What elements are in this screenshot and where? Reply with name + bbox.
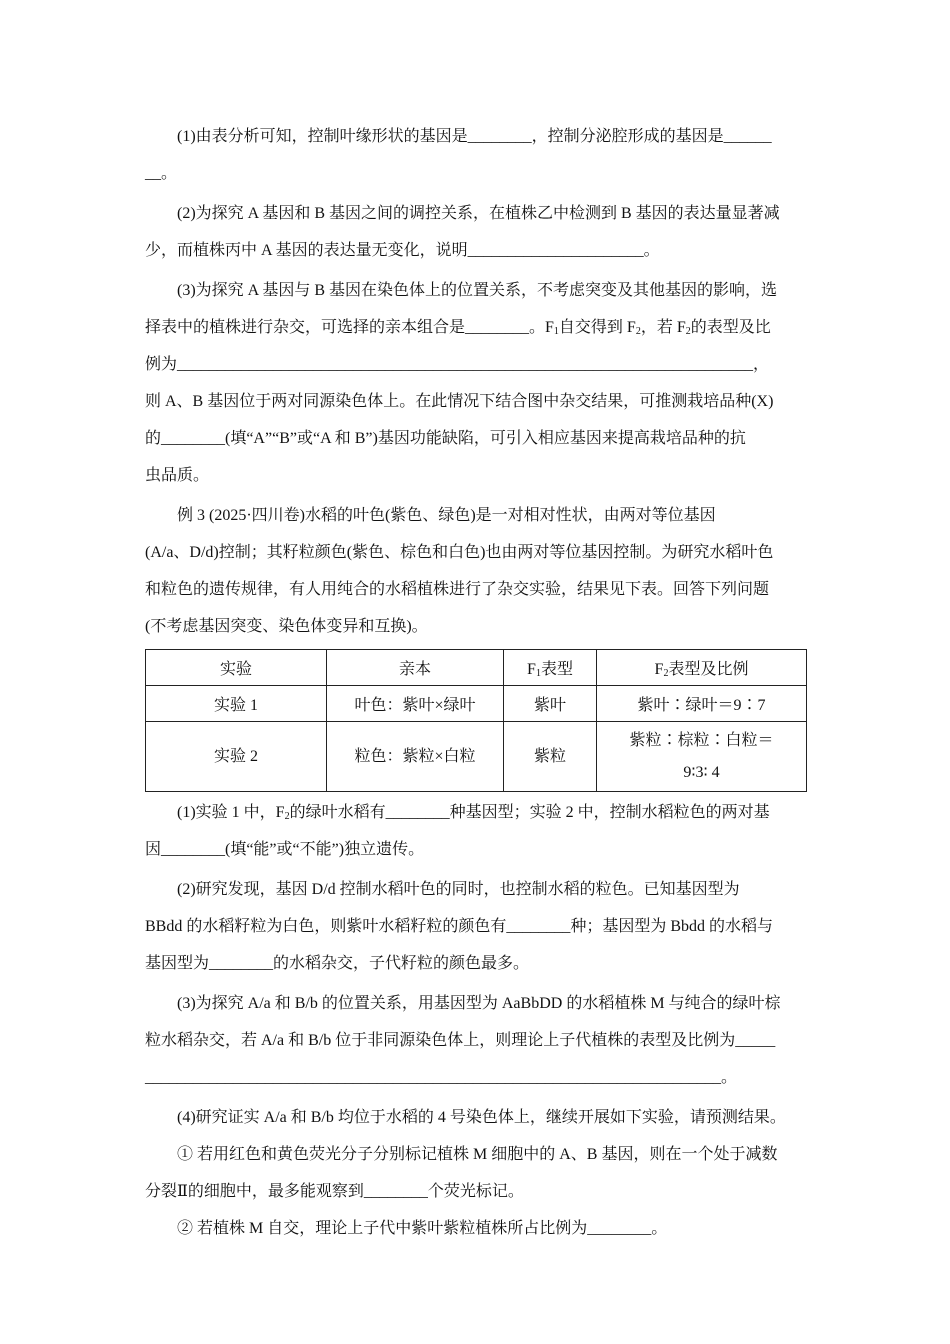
q3-text: 的表型及比 xyxy=(690,319,771,336)
e3-line2: 粒水稻杂交，若 A/a 和 B/b 位于非同源染色体上，则理论上子代植株的表型及比例为_____ xyxy=(145,1032,776,1049)
example-question-4 xyxy=(145,1099,807,1247)
q3-line2 xyxy=(145,309,807,346)
cell-f2: 紫叶∶绿叶＝9∶7 xyxy=(597,686,807,722)
ex3-line2: (A/a、D/d)控制；其籽粒颜色(紫色、棕色和白色)也由两对等位基因控制。为研究水稻叶色 xyxy=(145,544,774,561)
question-2 xyxy=(145,195,807,269)
e4-sub1-line1: ① 若用红色和黄色荧光分子分别标记植株 M 细胞中的 A、B 基因，则在一个处于减数 xyxy=(177,1146,778,1163)
q3-text: ，若 F xyxy=(640,319,686,336)
e2-line1: (2)研究发现，基因 D/d 控制水稻叶色的同时，也控制水稻的粒色。已知基因型为 xyxy=(177,881,740,898)
subscript: 2 xyxy=(685,326,691,337)
q3-text: 自交得到 F xyxy=(558,319,636,336)
question-1 xyxy=(145,118,807,192)
header-text: 表型及比例 xyxy=(668,661,749,678)
subscript: 2 xyxy=(663,668,669,679)
q2-line1: (2)为探究 A 基因和 B 基因之间的调控关系，在植株乙中检测到 B 基因的表达量显著减 xyxy=(177,205,780,222)
e4-line1: (4)研究证实 A/a 和 B/b 均位于水稻的 4 号染色体上，继续开展如下实验，请预测结果。 xyxy=(177,1109,786,1126)
e1-text: 的绿叶水稻有________种基因型；实验 2 中，控制水稻粒色的两对基 xyxy=(289,804,770,821)
cell-f1: 紫粒 xyxy=(504,722,597,792)
q3-line6: 虫品质。 xyxy=(145,467,210,484)
q3-line5: 的________(填“A”“B”或“A 和 B”)基因功能缺陷，可引入相应基因来提高栽培品种的抗 xyxy=(145,430,746,447)
header-text: F xyxy=(527,661,536,678)
subscript: 1 xyxy=(553,326,559,337)
ex3-line4: (不考虑基因突变、染色体变异和互换)。 xyxy=(145,618,428,635)
header-f1 xyxy=(504,650,597,686)
q2-line2: 少，而植株丙中 A 基因的表达量无变化，说明______________________。 xyxy=(145,242,660,259)
q1-line2: __。 xyxy=(145,165,178,182)
subscript: 2 xyxy=(635,326,641,337)
example-3 xyxy=(145,497,807,645)
cell-parent: 叶色：紫叶×绿叶 xyxy=(327,686,504,722)
e3-line3: ________________________________________________________________________。 xyxy=(145,1069,737,1086)
subscript: 1 xyxy=(535,668,541,679)
e1-text: (1)实验 1 中，F xyxy=(177,804,285,821)
cell-f2 xyxy=(597,722,807,792)
table-row xyxy=(146,686,807,722)
document-page xyxy=(145,118,807,1247)
subscript: 2 xyxy=(284,811,290,822)
header-experiment: 实验 xyxy=(146,650,327,686)
header-parent: 亲本 xyxy=(327,650,504,686)
example-question-3 xyxy=(145,985,807,1096)
q3-text: 择表中的植株进行杂交，可选择的亲本组合是________。F xyxy=(145,319,554,336)
header-text: 表型 xyxy=(540,661,573,678)
example-question-1 xyxy=(145,794,807,868)
cell-experiment: 实验 2 xyxy=(146,722,327,792)
e2-line2: BBdd 的水稻籽粒为白色，则紫叶水稻籽粒的颜色有________种；基因型为 Bbdd 的水稻与 xyxy=(145,918,774,935)
e4-sub2-line1: ② 若植株 M 自交，理论上子代中紫叶紫粒植株所占比例为________。 xyxy=(177,1220,668,1237)
table-header-row xyxy=(146,650,807,686)
cell-f2-line2: 9∶3∶ 4 xyxy=(683,763,720,781)
question-3 xyxy=(145,272,807,494)
example-question-2 xyxy=(145,871,807,982)
q3-line3: 例为________________________________________________________________________， xyxy=(145,356,770,373)
table-row xyxy=(146,722,807,792)
cell-f2-line1: 紫粒∶棕粒∶白粒＝ xyxy=(629,731,774,749)
e1-line1 xyxy=(145,794,807,831)
header-text: F xyxy=(654,661,664,678)
cell-parent: 粒色：紫粒×白粒 xyxy=(327,722,504,792)
e1-line2: 因________(填“能”或“不能”)独立遗传。 xyxy=(145,841,425,858)
experiment-table xyxy=(145,649,807,792)
e2-line3: 基因型为________的水稻杂交，子代籽粒的颜色最多。 xyxy=(145,955,530,972)
e3-line1: (3)为探究 A/a 和 B/b 的位置关系，用基因型为 AaBbDD 的水稻植株 M 与纯合的绿叶棕 xyxy=(177,995,781,1012)
q3-line4: 则 A、B 基因位于两对同源染色体上。在此情况下结合图中杂交结果，可推测栽培品种(X) xyxy=(145,393,774,410)
cell-experiment: 实验 1 xyxy=(146,686,327,722)
e4-sub1-line2: 分裂Ⅱ的细胞中，最多能观察到________个荧光标记。 xyxy=(145,1183,524,1200)
ex3-line3: 和粒色的遗传规律，有人用纯合的水稻植株进行了杂交实验，结果见下表。回答下列问题 xyxy=(145,581,770,598)
q3-line1: (3)为探究 A 基因与 B 基因在染色体上的位置关系，不考虑突变及其他基因的影响，选 xyxy=(177,282,778,299)
ex3-line1: 例 3 (2025·四川卷)水稻的叶色(紫色、绿色)是一对相对性状，由两对等位基因 xyxy=(177,507,716,524)
q1-line1: (1)由表分析可知，控制叶缘形状的基因是________，控制分泌腔形成的基因是______ xyxy=(177,128,772,145)
cell-f1: 紫叶 xyxy=(504,686,597,722)
header-f2 xyxy=(597,650,807,686)
